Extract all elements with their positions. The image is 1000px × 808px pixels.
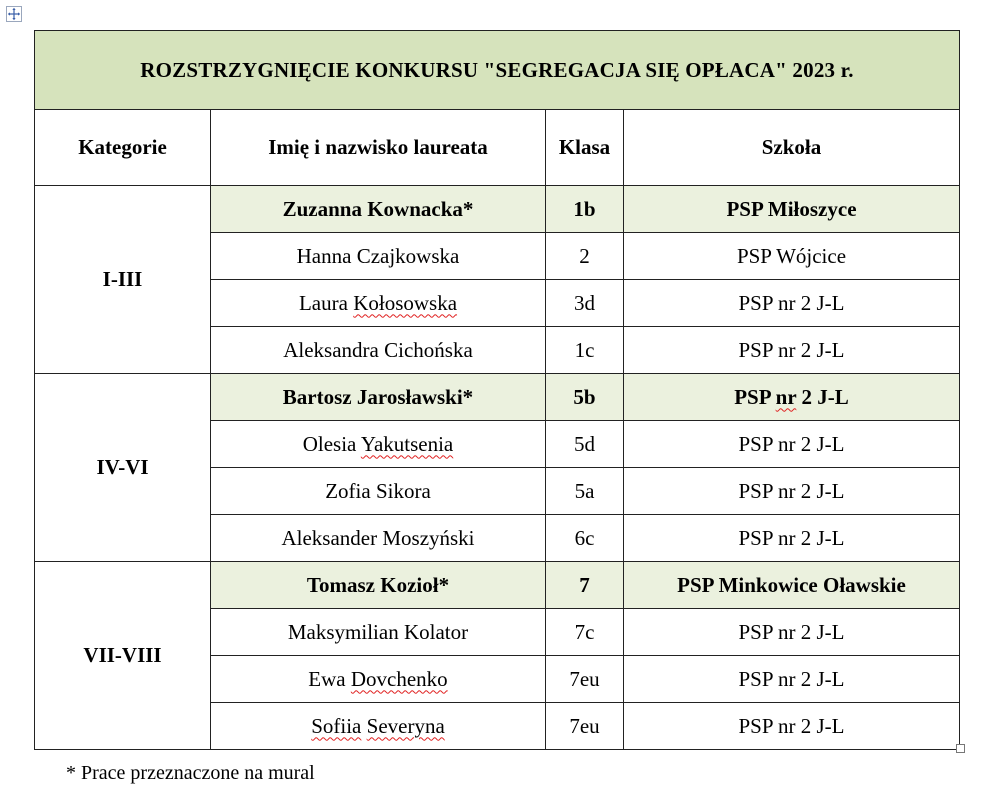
class-cell: 7eu	[546, 656, 624, 703]
class-cell: 5a	[546, 468, 624, 515]
laureate-name-cell: Zuzanna Kownacka*	[211, 186, 546, 233]
school-cell: PSP nr 2 J-L	[624, 515, 960, 562]
class-cell: 7	[546, 562, 624, 609]
laureate-name-cell: Tomasz Kozioł*	[211, 562, 546, 609]
class-cell: 2	[546, 233, 624, 280]
class-cell: 1b	[546, 186, 624, 233]
table-header-row	[35, 110, 960, 186]
table-row	[35, 562, 960, 609]
table-row	[35, 374, 960, 421]
school-cell: PSP nr 2 J-L	[624, 280, 960, 327]
header-name: Imię i nazwisko laureata	[211, 110, 546, 186]
table-title: ROZSTRZYGNIĘCIE KONKURSU "SEGREGACJA SIĘ OPŁACA" 2023 r.	[35, 31, 960, 110]
table-move-handle-icon[interactable]	[6, 6, 22, 22]
header-category: Kategorie	[35, 110, 211, 186]
school-cell: PSP Minkowice Oławskie	[624, 562, 960, 609]
laureate-name-cell: Hanna Czajkowska	[211, 233, 546, 280]
table-title-row	[35, 31, 960, 110]
class-cell: 5d	[546, 421, 624, 468]
laureate-name-cell: Maksymilian Kolator	[211, 609, 546, 656]
laureate-name-cell: Ewa Dovchenko	[211, 656, 546, 703]
laureate-name-cell: Bartosz Jarosławski*	[211, 374, 546, 421]
header-school: Szkoła	[624, 110, 960, 186]
school-cell: PSP nr 2 J-L	[624, 468, 960, 515]
class-cell: 7c	[546, 609, 624, 656]
school-cell: PSP nr 2 J-L	[624, 609, 960, 656]
category-cell: IV-VI	[35, 374, 211, 562]
laureate-name-cell: Aleksander Moszyński	[211, 515, 546, 562]
spellcheck-word: Dovchenko	[350, 666, 448, 691]
laureate-name-cell: Laura Kołosowska	[211, 280, 546, 327]
laureate-name-cell: Olesia Yakutsenia	[211, 421, 546, 468]
class-cell: 6c	[546, 515, 624, 562]
results-table	[34, 30, 960, 750]
class-cell: 1c	[546, 327, 624, 374]
school-cell: PSP nr 2 J-L	[624, 703, 960, 750]
category-cell: I-III	[35, 186, 211, 374]
spellcheck-word: Kołosowska	[353, 290, 458, 315]
laureate-name-cell: Aleksandra Cichońska	[211, 327, 546, 374]
class-cell: 7eu	[546, 703, 624, 750]
spellcheck-word: Yakutsenia	[360, 431, 454, 456]
footnote: * Prace przeznaczone na mural	[66, 762, 315, 784]
school-cell: PSP nr 2 J-L	[624, 421, 960, 468]
category-cell: VII-VIII	[35, 562, 211, 750]
spellcheck-word: Sofiia	[311, 713, 362, 738]
laureate-name-cell: Zofia Sikora	[211, 468, 546, 515]
table-resize-handle-icon[interactable]	[956, 744, 965, 753]
school-cell: PSP Miłoszyce	[624, 186, 960, 233]
spellcheck-word: nr	[775, 384, 797, 409]
school-cell: PSP Wójcice	[624, 233, 960, 280]
header-class: Klasa	[546, 110, 624, 186]
class-cell: 3d	[546, 280, 624, 327]
laureate-name-cell	[211, 703, 546, 750]
table-row	[35, 186, 960, 233]
school-cell: PSP nr 2 J-L	[624, 656, 960, 703]
class-cell: 5b	[546, 374, 624, 421]
school-cell: PSP nr 2 J-L	[624, 374, 960, 421]
school-cell: PSP nr 2 J-L	[624, 327, 960, 374]
spellcheck-word: Severyna	[366, 713, 445, 738]
